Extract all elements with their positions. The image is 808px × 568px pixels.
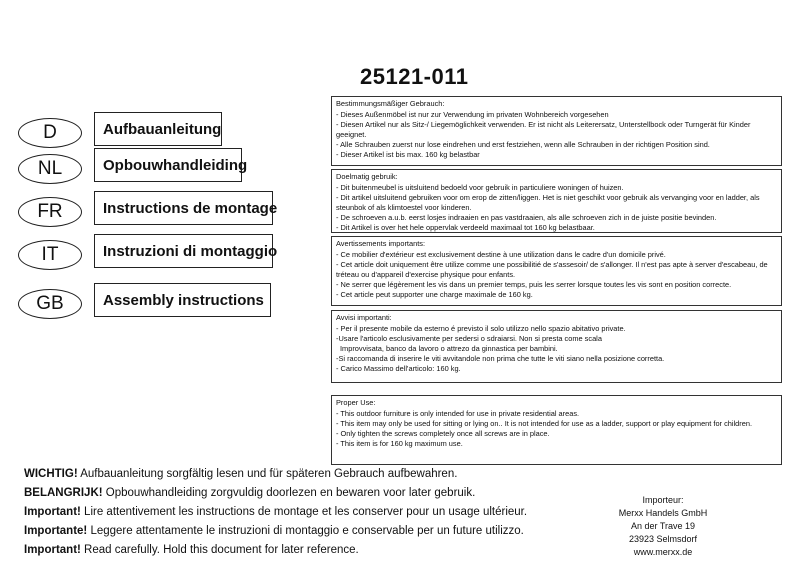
language-title-box: Aufbauanleitung <box>94 112 222 146</box>
note-label: Important! <box>24 544 81 556</box>
note-text: Lire attentivement les instructions de montage et les conserver pour un usage ultérieur. <box>80 506 528 518</box>
language-title-box: Instruzioni di montaggio <box>94 234 273 268</box>
importer-city: 23923 Selmsdorf <box>628 534 698 544</box>
importer-website: www.merxx.de <box>633 547 693 557</box>
info-line: - Dieser Artikel ist bis max. 160 kg belastbar <box>336 150 480 159</box>
language-code-badge: GB <box>18 289 82 319</box>
info-line: - Diesen Artikel nur als Sitz-/ Liegemöglichkeit verwenden. Er ist nicht als Leiterersatz, Unterstellbock oder Turngerät für Kinder geeignet. <box>336 120 751 139</box>
note-fr <box>24 503 527 522</box>
note-label: Important! <box>24 506 81 518</box>
info-box-heading: Proper Use: <box>336 398 376 407</box>
note-text: Leggere attentamente le instruzioni di montaggio e conservable per un future utilizzo. <box>87 525 524 537</box>
info-line: - Only tighten the screws completely once all screws are in place. <box>336 429 550 438</box>
note-label: Importante! <box>24 525 88 537</box>
importer-street: An der Trave 19 <box>630 521 696 531</box>
info-line: - Ce mobilier d'extérieur est exclusivement destine à une utilization dans le cadre d'un domicile privé. <box>336 250 666 259</box>
note-text: Opbouwhandleiding zorgvuldig doorlezen en bewaren voor later gebruik. <box>102 487 476 499</box>
language-code-badge: NL <box>18 154 82 184</box>
info-box-heading: Avertissements importants: <box>336 239 425 248</box>
info-line: - Dit buitenmeubel is uitsluitend bedoeld voor gebruik in particuliere woningen of huizen. <box>336 183 624 192</box>
note-label: WICHTIG! <box>24 468 78 480</box>
language-code-badge: IT <box>18 240 82 270</box>
importer-address <box>608 494 718 559</box>
info-box-gb <box>331 395 782 465</box>
info-box-it <box>331 310 782 383</box>
note-gb <box>24 541 527 560</box>
note-de <box>24 465 527 484</box>
info-line: - Dieses Außenmöbel ist nur zur Verwendung im privaten Wohnbereich vorgesehen <box>336 110 609 119</box>
note-it <box>24 522 527 541</box>
note-text: Aufbauanleitung sorgfältig lesen und für späteren Gebrauch aufbewahren. <box>77 468 458 480</box>
language-title-box: Instructions de montage <box>94 191 273 225</box>
info-line: - This item may only be used for sitting or lying on.. It is not intended for use as a ladder, support or play equipment for children. <box>336 419 753 428</box>
info-line: - Alle Schrauben zuerst nur lose eindrehen und erst festziehen, wenn alle Schrauben in der richtigen Position sind. <box>336 140 710 149</box>
info-line: -Si raccomanda di inserire le viti avvitandole non prima che tutte le viti siano nella posizione corretta. <box>336 354 665 363</box>
info-line: Improvvisata, banco da lavoro o attrezo da ginnastica per bambini. <box>340 344 558 353</box>
info-box-nl <box>331 169 782 233</box>
language-title-box: Assembly instructions <box>94 283 271 317</box>
importer-company: Merxx Handels GmbH <box>618 508 708 518</box>
info-line: - De schroeven a.u.b. eerst losjes indraaien en pas vastdraaien, als alle schroeven zich in de juiste positie bevinden. <box>336 213 717 222</box>
info-line: - Dit Artikel is over het hele oppervlak verdeeld maximaal tot 160 kg belastbaar. <box>336 223 595 232</box>
info-line: - Per il presente mobile da esterno é previsto il solo utilizzo nello spazio abitativo private. <box>336 324 626 333</box>
info-line: - Ne serrer que légèrement les vis dans un premier temps, puis les serrer lorsque toutes les vis sont en position correcte. <box>336 280 732 289</box>
info-line: - This item is for 160 kg maximum use. <box>336 439 463 448</box>
note-label: BELANGRIJK! <box>24 487 103 499</box>
note-text: Read carefully. Hold this document for later reference. <box>80 544 359 556</box>
info-line: - Cet article doit uniquement être utilize comme une possibilitié de s'assesoir/ de s'allonger. Il n'est pas apte à server d'escabeau, de tréteau ou d'appareil d'exercise physique pour enfants. <box>336 260 768 279</box>
language-code-badge: D <box>18 118 82 148</box>
info-line: -Usare l'articolo esclusivamente per sedersi o sdraiarsi. Non si presta come scala <box>336 334 602 343</box>
important-notes <box>24 465 527 560</box>
info-box-fr <box>331 236 782 306</box>
importer-label: Importeur: <box>642 495 684 505</box>
language-code-badge: FR <box>18 197 82 227</box>
language-title-box: Opbouwhandleiding <box>94 148 242 182</box>
info-box-heading: Doelmatig gebruik: <box>336 172 398 181</box>
info-line: - This outdoor furniture is only intended for use in private residential areas. <box>336 409 580 418</box>
info-box-heading: Avvisi importanti: <box>336 313 392 322</box>
document-number: 25121-011 <box>360 64 469 89</box>
info-line: - Dit artikel uitsluitend gebruiken voor om erop de zitten/liggen. Het is niet geschikt voor gebruik als vervanging voor en ladder, als steunbok of als klimtoestel voor kinderen. <box>336 193 760 212</box>
info-box-de <box>331 96 782 166</box>
note-nl <box>24 484 527 503</box>
info-line: - Carico Massimo dell'articolo: 160 kg. <box>336 364 461 373</box>
info-box-heading: Bestimmungsmäßiger Gebrauch: <box>336 99 445 108</box>
info-line: - Cet article peut supporter une charge maximale de 160 kg. <box>336 290 533 299</box>
